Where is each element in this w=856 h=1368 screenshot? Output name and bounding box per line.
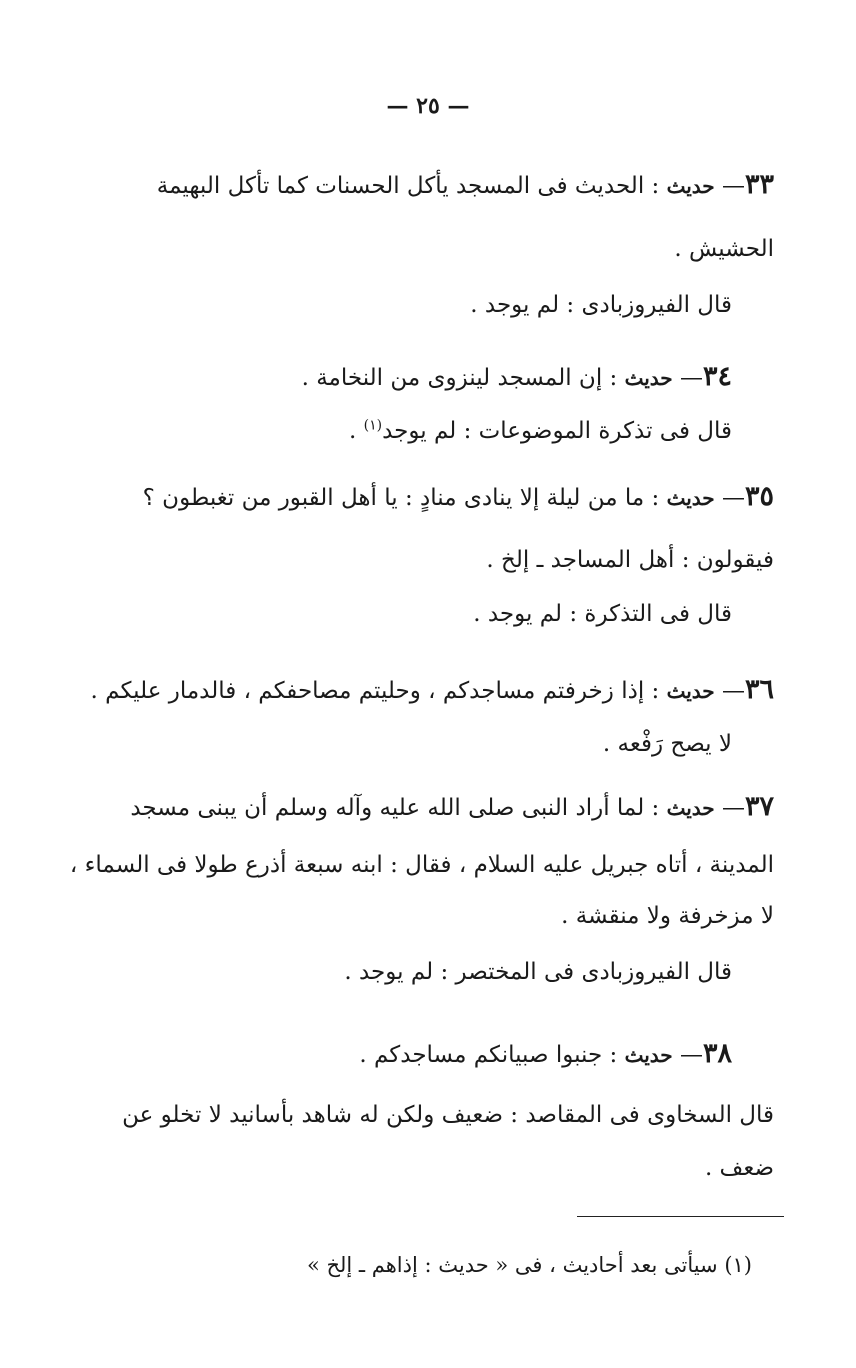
entry-number: ٣٦ <box>744 674 774 705</box>
entry-number: ٣٤ <box>702 361 732 392</box>
hadith-keyword: حديث <box>666 679 715 703</box>
entry-37-note: قال الفيروزبادى فى المختصر : لم يوجد . <box>344 959 732 985</box>
page-number: — ٢٥ — <box>386 93 470 119</box>
entry-33-note: قال الفيروزبادى : لم يوجد . <box>470 292 732 318</box>
entry-number: ٣٥ <box>744 481 774 512</box>
entry-37-line-3: لا مزخرفة ولا منقشة . <box>561 903 774 929</box>
entry-35-note: قال فى التذكرة : لم يوجد . <box>473 601 732 627</box>
entry-34-note: قال فى تذكرة الموضوعات : لم يوجد$^{(١)}$ . <box>348 417 732 444</box>
entry-number: ٣٣ <box>744 169 774 200</box>
hadith-keyword: حديث <box>666 486 715 510</box>
footnote-separator <box>577 1216 784 1217</box>
entry-35-line-1: ٣٥— حديث : ما من ليلة إلا ينادى منادٍ : يا أهل القبور من تغبطون ؟ <box>142 481 774 512</box>
entry-number: ٣٧ <box>744 791 774 822</box>
entry-34-line-1: ٣٤— حديث : إن المسجد لينزوى من النخامة . <box>301 361 732 392</box>
entry-37-line-1: ٣٧— حديث : لما أراد النبى صلى الله عليه وآله وسلم أن يبنى مسجد <box>130 791 774 822</box>
entry-36-note: لا يصح رَفْعه . <box>602 731 732 757</box>
hadith-keyword: حديث <box>624 366 673 390</box>
entry-33-line-1: ٣٣— حديث : الحديث فى المسجد يأكل الحسنات كما تأكل البهيمة <box>156 169 774 200</box>
footnote: (١) سيأتى بعد أحاديث ، فى « حديث : إذاهم ـ إلخ » <box>306 1253 752 1277</box>
entry-35-line-2: فيقولون : أهل المساجد ـ إلخ . <box>486 547 774 573</box>
entry-38-line-1: ٣٨— حديث : جنبوا صبيانكم مساجدكم . <box>359 1038 732 1069</box>
hadith-keyword: حديث <box>624 1043 673 1067</box>
footnote-reference: (١) <box>363 417 383 434</box>
entry-33-line-2: الحشيش . <box>674 236 774 262</box>
entry-38-note-line-2: ضعف . <box>704 1155 774 1181</box>
entry-number: ٣٨ <box>702 1038 732 1069</box>
entry-37-line-2: المدينة ، أتاه جبريل عليه السلام ، فقال : ابنه سبعة أذرع طولا فى السماء ، <box>69 852 774 878</box>
hadith-keyword: حديث <box>666 796 715 820</box>
hadith-keyword: حديث <box>666 174 715 198</box>
entry-38-note-line-1: قال السخاوى فى المقاصد : ضعيف ولكن له شاهد بأسانيد لا تخلو عن <box>122 1102 774 1128</box>
entry-36-line-1: ٣٦— حديث : إذا زخرفتم مساجدكم ، وحليتم مصاحفكم ، فالدمار عليكم . <box>90 674 774 705</box>
